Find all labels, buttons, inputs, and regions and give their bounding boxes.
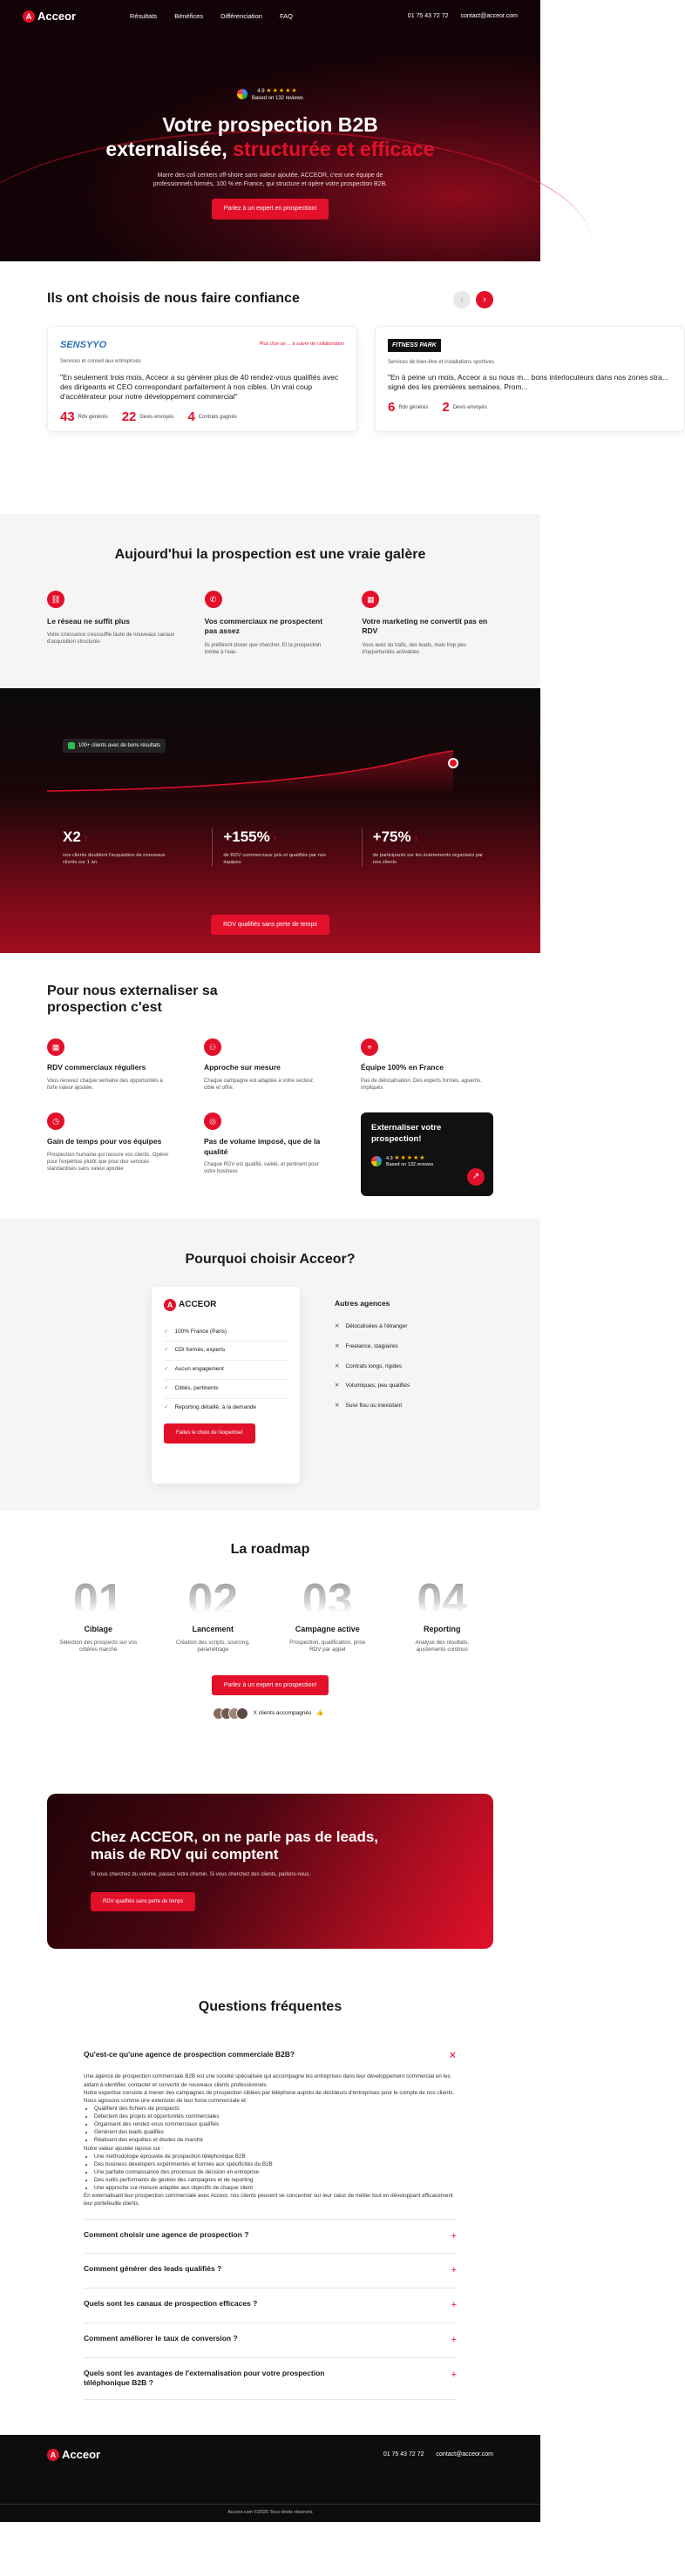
roadmap-cta-button[interactable]: Parlez à un expert en prospection!	[212, 1675, 329, 1695]
cross-icon: ✕	[335, 1362, 340, 1369]
hero-section	[0, 0, 540, 261]
plus-icon: +	[451, 2300, 457, 2311]
cross-icon: ✕	[335, 1383, 340, 1389]
arrow-up-icon: ↑	[272, 832, 278, 844]
check-icon: ✓	[164, 1384, 169, 1391]
logo-mark-icon: A	[23, 10, 35, 23]
roadmap-step: 01 Ciblage Sélection des prospects sur vos critères marché	[47, 1580, 150, 1654]
nav-email[interactable]: contact@acceor.com	[460, 13, 518, 20]
pro-item: ✓ Aucun engagement	[164, 1361, 288, 1380]
benefit-item: ◷ Gain de temps pour vos équipes Prospection humaine qui rassure vos clients. Opérer pour l'expertise plutôt que pour des services standardisés sans valeur ajoutée	[47, 1112, 180, 1196]
benefits-section	[0, 953, 540, 1219]
location-icon: ⌖	[361, 1038, 378, 1056]
client-logo: SENSYYO	[60, 339, 107, 350]
target-icon: ◎	[204, 1112, 221, 1130]
avatar	[236, 1707, 248, 1720]
externalize-card[interactable]: Externaliser votre prospection! 4.9 ★★★★★ Based on 132 reviews ↗	[361, 1112, 493, 1196]
cta-banner-button[interactable]: RDV qualifiés sans perte de temps	[91, 1892, 195, 1911]
expertise-cta-button[interactable]: Faites le choix de l'expertise!	[164, 1423, 255, 1443]
stat-contrats: 4 Contrats gagnés	[187, 409, 237, 424]
clients-avatars: X clients accompagnés 👍	[47, 1707, 493, 1720]
cta-title: Chez ACCEOR, on ne parle pas de leads, mais de RDV qui comptent	[91, 1829, 379, 1863]
rating-score: 4.9	[257, 88, 265, 94]
con-item: ✕ Freelance, stagiaires	[335, 1342, 398, 1349]
faq-answer: Une agence de prospection commerciale B2B est une société spécialisée qui accompagne les entreprises dans leur développement commercial en les aidant à identifier, contacter et convertir de nouveaux clients professionnels. Notre expertise consiste à mener des campagnes de prospection ciblées par téléphone auprès de décideurs d'entreprises pour le compte de nos clients. Nous agissons comme une extension de leur force commerciale et: • Qualifient des fichiers de prospects • Détectent des projets et opportunités commerciales • Organisent des rendez-vous commerciaux qualifiés • Génèrent des leads qualifiés • Réalisent des enquêtes et études de marché Notre valeur ajoutée repose sur : • Une méthodologie éprouvée de prospection téléphonique B2B • Des business developers expérimentés et formés aux spécificités du B2B • Une parfaite connaissance des processus de décision en entreprise • Des outils performants de gestion des campagnes et de reporting • Une approche sur-mesure adaptée aux objectifs de chaque client En externalisant leur prospection commerciale avec Acceor, nos clients peuvent se concentrer sur leur cœur de métier tout en développant efficacement leur portefeuille clients.	[84, 2072, 457, 2219]
clients-chip: 100+ clients avec de bons résultats	[63, 739, 166, 753]
faq-title: Questions fréquentes	[198, 1999, 342, 2014]
faq-section	[0, 1992, 540, 2435]
kpi-item: X2 ↑ nos clients doublent l'acquisition de nouveaux clients sur 1 an	[63, 828, 166, 865]
copyright: Acceor.com ©2025 Tous droits réservés	[0, 2504, 540, 2516]
con-item: ✕ Délocalisées à l'étranger	[335, 1323, 408, 1330]
benefit-item: ⚇ Approche sur mesure Chaque campagne est adaptée à votre secteur, cible et offre.	[204, 1038, 336, 1092]
check-icon: ✓	[164, 1403, 169, 1410]
benefits-title: Pour nous externaliser sa prospection c'est	[47, 984, 218, 1016]
trust-title: Ils ont choisis de nous faire confiance	[47, 291, 300, 306]
comparison-title: Pourquoi choisir Acceor?	[185, 1252, 356, 1267]
trust-section	[0, 261, 668, 514]
client-sector: Services de bien-être et installations sportives	[388, 360, 495, 366]
pro-item: ✓ Ciblés, pertinents	[164, 1380, 288, 1399]
con-item: ✕ Volumiques, peu qualifiés	[335, 1383, 410, 1389]
stat-rdv: 6 Rdv générés	[388, 400, 429, 416]
footer-logo[interactable]: A Acceor	[47, 2447, 100, 2463]
comparison-section	[0, 1219, 540, 1511]
check-icon: ✓	[164, 1328, 169, 1335]
cross-icon: ✕	[335, 1323, 340, 1330]
check-icon: ✓	[164, 1347, 169, 1354]
logo-text: Acceor	[37, 10, 77, 23]
con-item: ✕ Suivi flou ou inexistant	[335, 1403, 403, 1410]
problems-section	[0, 514, 540, 688]
acceor-logo: A ACCEOR	[164, 1299, 288, 1311]
clock-icon: ◷	[47, 1112, 64, 1130]
logo-mark-icon: A	[164, 1299, 176, 1311]
kpi-item: +155% ↑ de RDV commerciaux pris et qualifiés par nos équipes	[212, 828, 343, 867]
faq-question[interactable]: Comment améliorer le taux de conversion ? +	[84, 2323, 457, 2358]
con-item: ✕ Contrats longs, rigides	[335, 1362, 403, 1369]
calendar-icon: ▦	[362, 591, 379, 608]
faq-question[interactable]: Quels sont les canaux de prospection efficaces ? +	[84, 2289, 457, 2323]
check-icon	[68, 742, 75, 749]
client-sector: Services et conseil aux entreprises	[60, 359, 141, 365]
calendar-icon: ▦	[47, 1038, 64, 1056]
benefit-item: ⌖ Équipe 100% en France Pas de délocalisation. Des experts formés, aguerris, impliqués	[361, 1038, 493, 1092]
footer	[0, 2435, 540, 2522]
faq-question[interactable]: Qu'est-ce qu'une agence de prospection commerciale B2B? ✕	[84, 2049, 457, 2061]
phone-icon: ✆	[205, 591, 222, 608]
nav-link-differenciation[interactable]: Différenciation	[220, 11, 262, 20]
carousel-next-icon[interactable]: ›	[476, 291, 493, 308]
network-icon: ⛓	[47, 591, 64, 608]
stat-rdv: 43 Rdv générés	[60, 409, 108, 424]
carousel-prev-icon[interactable]: ‹	[453, 291, 471, 308]
footer-phone[interactable]: 01 75 43 72 72	[383, 2451, 424, 2458]
faq-question[interactable]: Quels sont les avantages de l'externalisation pour votre prospection téléphonique B2B ? +	[84, 2358, 457, 2400]
problem-item: ▦ Votre marketing ne convertit pas en RDV Vous avez du trafic, des leads, mais trop peu d'opportunités activables	[362, 591, 493, 656]
testimonial-quote: "En à peine un mois, Acceor a su nous m... bons interlocuteurs dans nos zones stra... signé des les premières semaines. Prom...	[388, 373, 668, 392]
testimonial-quote: "En seulement trois mois, Acceor a su générer plus de 40 rendez-vous qualifiés avec des dirigeants et CEO correspondant parfaitement à nos cibles. Un vrai coup d'accélérateur pour notre développement commercial"	[60, 372, 339, 401]
close-icon: ✕	[448, 2050, 457, 2061]
cross-icon: ✕	[335, 1403, 340, 1410]
top-nav	[0, 0, 540, 33]
other-agencies: Autres agences ✕ Délocalisées à l'étranger ✕ Freelance, stagiaires ✕ Contrats longs, rigides ✕ Volumiques, peu qualifiés ✕ Suivi flou ou inexistant	[335, 1287, 457, 1484]
roadmap-step: 04 Reporting Analyse des résultats, ajustements continus	[391, 1580, 494, 1654]
cross-icon: ✕	[335, 1342, 340, 1349]
benefit-item: ◎ Pas de volume imposé, que de la qualité Chaque RDV est qualifié, validé, et pertinent pour votre business	[204, 1112, 336, 1196]
faq-question[interactable]: Comment générer des leads qualifiés ? +	[84, 2254, 457, 2289]
problem-item: ✆ Vos commerciaux ne prospectent pas assez Ils préfèrent closer que chercher. Et la prospection tombe à l'eau.	[205, 591, 336, 656]
rating-text: Based on 132 reviews	[251, 95, 304, 101]
faq-question[interactable]: Comment choisir une agence de prospection ? +	[84, 2220, 457, 2255]
roadmap-step: 03 Campagne active Prospection, qualification, prise RDV par appel	[276, 1580, 379, 1654]
people-icon: ⚇	[204, 1038, 221, 1056]
nav-link-faq[interactable]: FAQ	[279, 11, 293, 20]
nav-phone[interactable]: 01 75 43 72 72	[407, 13, 449, 20]
results-cta-button[interactable]: RDV qualifiés sans perte de temps	[211, 915, 329, 935]
roadmap-title: La roadmap	[230, 1542, 310, 1557]
benefit-item: ▦ RDV commerciaux réguliers Vous recevez chaque semaine des opportunités à forte valeur ajoutée.	[47, 1038, 180, 1092]
client-logo: FITNESS PARK	[388, 339, 441, 352]
google-icon	[237, 89, 248, 99]
hero-subtitle: Marre des coll centers off-shore sans valeur ajoutée. ACCEOR, c'est une équipe de professionnels formés, 100 % en France, qui structure et opère votre prospection B2B.	[153, 172, 388, 187]
stat-devis: 2 Devis envoyés	[442, 400, 487, 416]
google-icon	[371, 1156, 382, 1166]
pro-item: ✓ CDI formés, experts	[164, 1342, 288, 1361]
plus-icon: +	[451, 2369, 457, 2380]
collab-badge: Plus d'un an ... à suivre de collaboration	[259, 341, 344, 348]
acceor-box	[152, 1287, 300, 1484]
cta-text: Si vous cherchez du volume, passez votre chemin. Si vous cherchez des clients, parlons-nous.	[91, 1872, 311, 1878]
pro-item: ✓ Reporting détaillé, à la demande	[164, 1403, 257, 1410]
plus-icon: +	[451, 2335, 457, 2346]
pro-item: ✓ 100% France (Paris)	[164, 1323, 288, 1342]
arrow-up-icon: ↑	[413, 832, 419, 844]
testimonial-card	[47, 326, 357, 432]
thumbs-up-icon: 👍	[316, 1709, 324, 1716]
problem-item: ⛓ Le réseau ne suffit plus Votre croissance s'essouffle faute de nouveaux canaux d'acquisition structurés	[47, 591, 179, 656]
arrow-up-icon: ↑	[83, 832, 89, 844]
testimonial-card	[375, 326, 685, 432]
stat-devis: 22 Devis envoyés	[121, 409, 174, 424]
logo[interactable]	[23, 9, 76, 24]
roadmap-step: 02 Lancement Création des scripts, sourcing, paramétrage	[162, 1580, 265, 1654]
rating-stars: ★★★★★	[266, 87, 298, 94]
roadmap-section	[0, 1511, 540, 1776]
nav-link-benefices[interactable]: Bénéfices	[174, 11, 204, 20]
plus-icon: +	[451, 2230, 457, 2241]
hero-title: Votre prospection B2B externalisée, structurée et efficace	[105, 113, 435, 160]
google-rating	[237, 87, 303, 103]
curve-end-dot	[448, 758, 458, 768]
results-section	[0, 688, 540, 953]
plus-icon: +	[451, 2265, 457, 2276]
logo-mark-icon: A	[47, 2449, 59, 2461]
problems-title: Aujourd'hui la prospection est une vraie galère	[114, 547, 426, 562]
hero-cta-button[interactable]: Parlez à un expert en prospection!	[212, 199, 329, 219]
check-icon: ✓	[164, 1366, 169, 1373]
cta-banner	[47, 1794, 493, 1949]
arrow-right-icon[interactable]: ↗	[467, 1168, 485, 1186]
footer-email[interactable]: contact@acceor.com	[436, 2451, 493, 2458]
kpi-item: +75% ↑ de participants sur les événements organisés par nos clients	[362, 828, 493, 867]
nav-link-resultats[interactable]: Résultats	[129, 11, 158, 20]
